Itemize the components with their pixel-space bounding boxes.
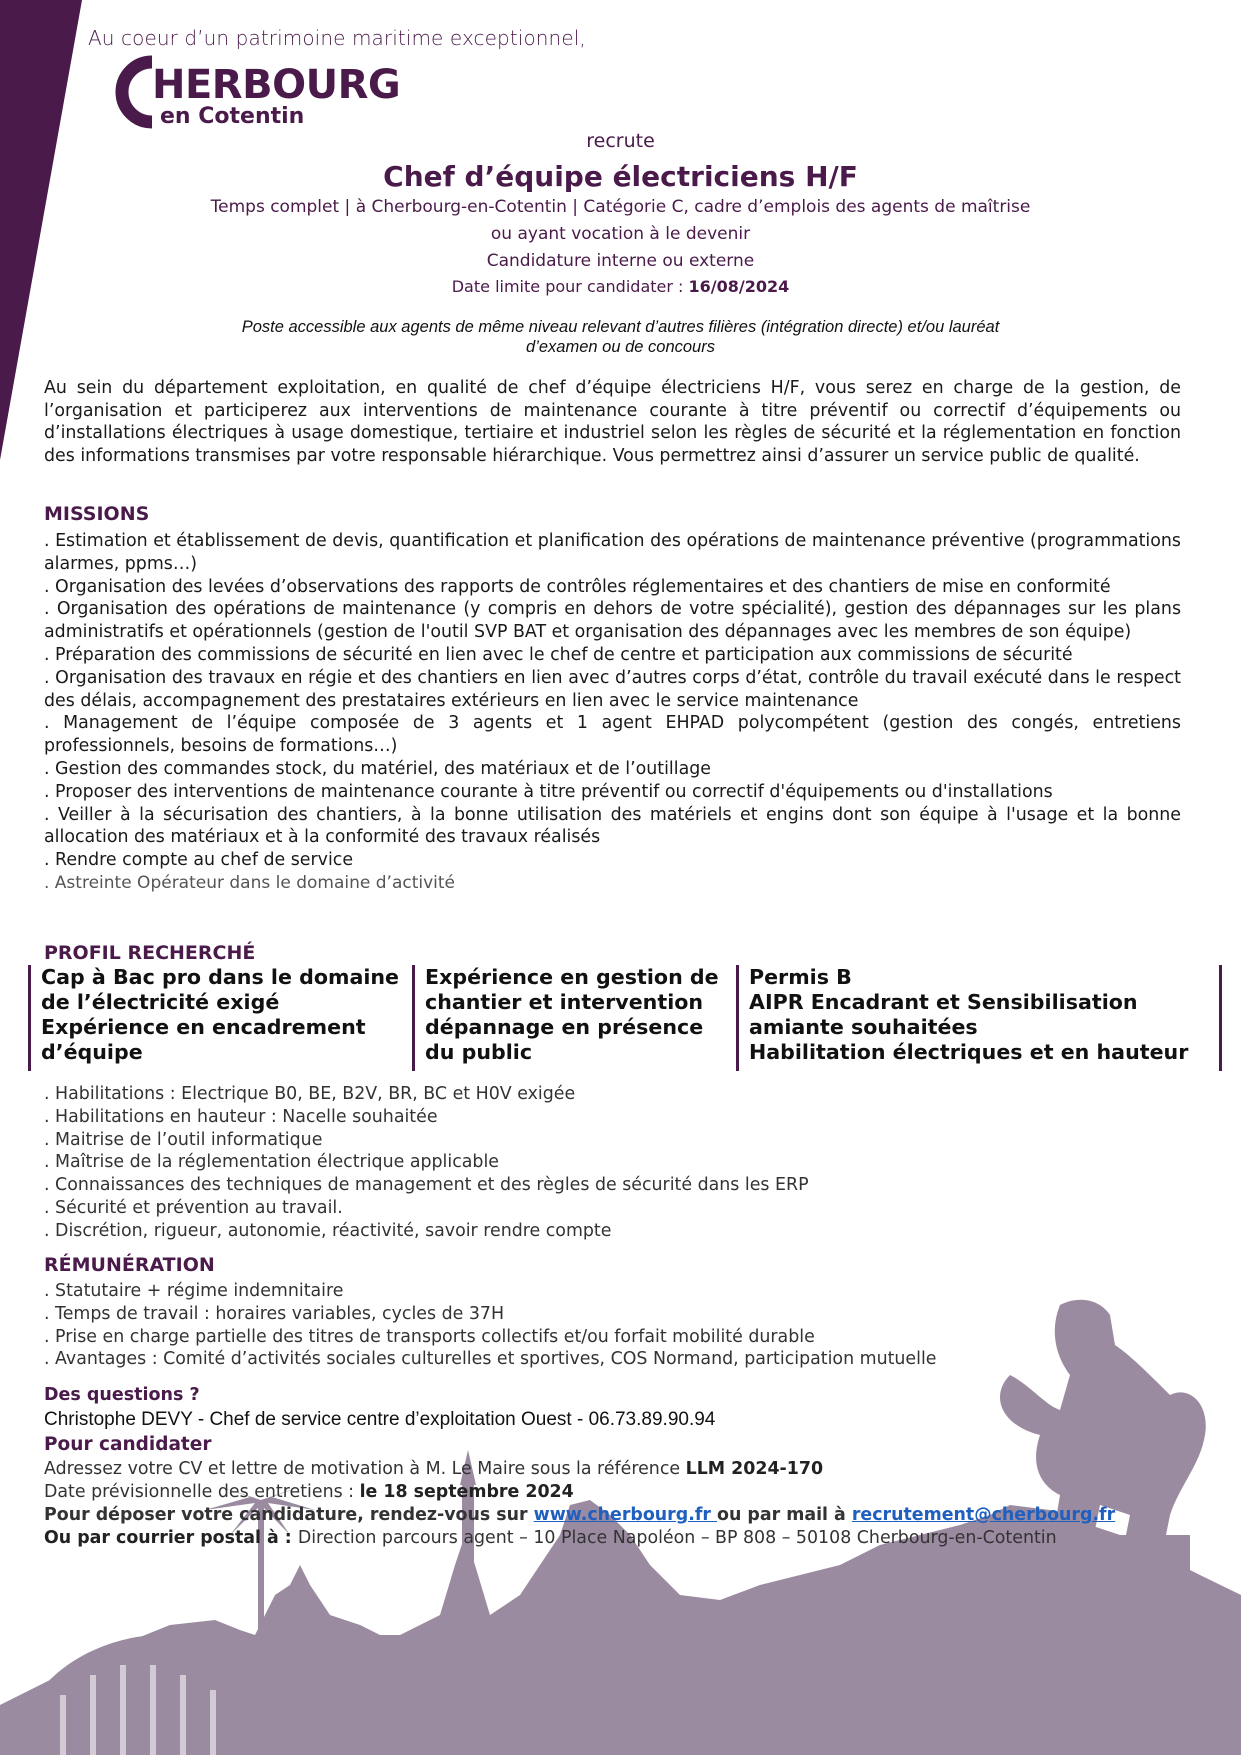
list-item: . Proposer des interventions de maintenance courante à titre préventif ou correctif d'équipements ou d'installations xyxy=(44,781,1053,802)
list-item: . Connaissances des techniques de management et des règles de sécurité dans les ERP xyxy=(44,1175,809,1196)
list-item: . Habilitations : Electrique B0, BE, B2V, BR, BC et H0V exigée xyxy=(44,1084,576,1104)
interview-date-label: Date prévisionnelle des entretiens : xyxy=(44,1482,360,1502)
requirement-line: d’équipe xyxy=(41,1040,143,1064)
apply-online xyxy=(44,1505,1115,1525)
missions-title: MISSIONS xyxy=(44,503,150,525)
interview-date xyxy=(44,1482,574,1502)
list-item: . Organisation des opérations de maintenance (y compris en dehors de votre spécialité), gestion des dépannages sur les plans administratifs et opérationnels (gestion de l'outil SVP BAT et organisation des dépannages avec les membres de son équipe) xyxy=(44,599,1181,643)
intro-paragraph: Au sein du département exploitation, en qualité de chef d’équipe électriciens H/F, vous serez en charge de la gestion, de l’organisation et participerez aux interventions de maintenance courante à titre préventif ou correctif d’équipements ou d’installations électriques à usage domestique, tertiaire et industriel selon les règles de sécurité et la réglementation en fonction des informations transmises par votre responsable hiérarchique. Vous permettrez ainsi d’assurer un service public de qualité. xyxy=(44,378,1181,466)
list-item: . Gestion des commandes stock, du matériel, des matériaux et de l’outillage xyxy=(44,758,711,779)
requirement-line: Permis B xyxy=(749,965,852,989)
remuneration-title: RÉMUNÉRATION xyxy=(44,1254,215,1276)
access-note xyxy=(160,317,1081,357)
list-item: . Rendre compte au chef de service xyxy=(44,850,354,871)
access-note-line: d’examen ou de concours xyxy=(526,338,715,356)
requirement-column xyxy=(736,965,1222,1071)
logo-subtitle: en Cotentin xyxy=(160,104,305,129)
profil-list xyxy=(44,1083,1181,1243)
list-item: . Maitrise de l’outil informatique xyxy=(44,1129,323,1150)
requirement-line: dépannage en présence xyxy=(425,1015,704,1039)
apply-online-text: Pour déposer votre candidature, rendez-vous sur xyxy=(44,1505,534,1525)
deadline-label: Date limite pour candidater : xyxy=(451,277,689,296)
deadline-value: 16/08/2024 xyxy=(688,277,790,296)
list-item: . Avantages : Comité d’activités sociales culturelles et sportives, COS Normand, participation mutuelle xyxy=(44,1349,937,1370)
requirement-column xyxy=(412,965,735,1071)
remuneration-list xyxy=(44,1280,1181,1371)
website-link[interactable]: www.cherbourg.fr xyxy=(533,1505,718,1525)
list-item: . Astreinte Opérateur dans le domaine d’activité xyxy=(44,872,456,893)
postal-address-value: Direction parcours agent – 10 Place Napoléon – BP 808 – 50108 Cherbourg-en-Cotentin xyxy=(297,1528,1057,1548)
job-vocation: ou ayant vocation à le devenir xyxy=(490,224,751,244)
list-item: . Organisation des travaux en régie et des chantiers en lien avec d’autres corps d’état, contrôle du travail exécuté dans le respect des délais, accompagnement des prestataires extérieurs en lien avec le service maintenance xyxy=(44,667,1181,711)
requirement-line: chantier et intervention xyxy=(425,990,704,1014)
requirement-line: Habilitation électriques et en hauteur xyxy=(749,1040,1189,1064)
recrute-label: recrute xyxy=(586,130,655,152)
list-item: . Organisation des levées d’observations des rapports de contrôles réglementaires et des chantiers de mise en conformité xyxy=(44,576,1111,597)
logo-wordmark: HERBOURG xyxy=(152,62,401,108)
questions-contact: Christophe DEVY - Chef de service centre d’exploitation Ouest - 06.73.89.90.94 xyxy=(44,1409,716,1430)
apply-instruction xyxy=(44,1459,823,1479)
list-item: . Statutaire + régime indemnitaire xyxy=(44,1281,344,1301)
email-link[interactable]: recrutement@cherbourg.fr xyxy=(851,1505,1116,1525)
job-conditions: Temps complet | à Cherbourg-en-Cotentin | Catégorie C, cadre d’emplois des agents de maîtrise xyxy=(210,197,1031,217)
list-item: . Prise en charge partielle des titres de transports collectifs et/ou forfait mobilité durable xyxy=(44,1326,815,1347)
requirement-line: Expérience en gestion de xyxy=(425,965,719,989)
profil-title: PROFIL RECHERCHÉ xyxy=(44,942,256,964)
apply-online-text: ou par mail à xyxy=(717,1505,852,1525)
list-item: . Préparation des commissions de sécurité en lien avec le chef de centre et participation aux commissions de sécurité xyxy=(44,644,1073,665)
job-title: Chef d’équipe électriciens H/F xyxy=(383,160,858,193)
apply-title: Pour candidater xyxy=(44,1434,212,1455)
reference-code: LLM 2024-170 xyxy=(685,1459,824,1479)
deadline xyxy=(0,277,1241,296)
list-item: . Management de l’équipe composée de 3 agents et 1 agent EHPAD polycompétent (gestion des congés, entretiens professionnels, besoins de formations…) xyxy=(44,713,1181,757)
requirement-line: Cap à Bac pro dans le domaine xyxy=(41,965,400,989)
list-item: . Maîtrise de la réglementation électrique applicable xyxy=(44,1152,500,1173)
requirement-column xyxy=(28,965,411,1071)
interview-date-value: le 18 septembre 2024 xyxy=(359,1482,574,1502)
tagline: Au coeur d’un patrimoine maritime exceptionnel, xyxy=(88,26,586,50)
list-item: . Discrétion, rigueur, autonomie, réactivité, savoir rendre compte xyxy=(44,1220,612,1241)
profil-requirements xyxy=(28,965,1228,1073)
list-item: . Temps de travail : horaires variables, cycles de 37H xyxy=(44,1303,505,1324)
list-item: . Sécurité et prévention au travail. xyxy=(44,1197,343,1218)
requirement-line: amiante souhaitées xyxy=(749,1015,978,1039)
list-item: . Habilitations en hauteur : Nacelle souhaitée xyxy=(44,1106,438,1127)
list-item: . Estimation et établissement de devis, quantification et planification des opérations de maintenance préventive (programmations alarmes, ppms…) xyxy=(44,531,1181,574)
postal-address-label: Ou par courrier postal à : xyxy=(44,1528,298,1548)
requirement-line: AIPR Encadrant et Sensibilisation xyxy=(749,990,1138,1014)
access-note-line: Poste accessible aux agents de même niveau relevant d’autres filières (intégration directe) et/ou lauréat xyxy=(241,318,1000,336)
requirement-line: du public xyxy=(425,1040,533,1064)
list-item: . Veiller à la sécurisation des chantiers, à la bonne utilisation des matériels et engins dont son équipe à l'usage et la bonne allocation des matériaux et à la conformité des travaux réalisés xyxy=(44,804,1181,848)
candidature-type: Candidature interne ou externe xyxy=(486,251,755,271)
postal-address xyxy=(44,1528,1057,1548)
apply-instruction-text: Adressez votre CV et lettre de motivation à M. Le Maire sous la référence xyxy=(44,1459,686,1479)
requirement-line: de l’électricité exigé xyxy=(41,990,280,1014)
missions-list xyxy=(44,530,1181,895)
requirement-line: Expérience en encadrement xyxy=(41,1015,366,1039)
questions-title: Des questions ? xyxy=(44,1385,200,1405)
